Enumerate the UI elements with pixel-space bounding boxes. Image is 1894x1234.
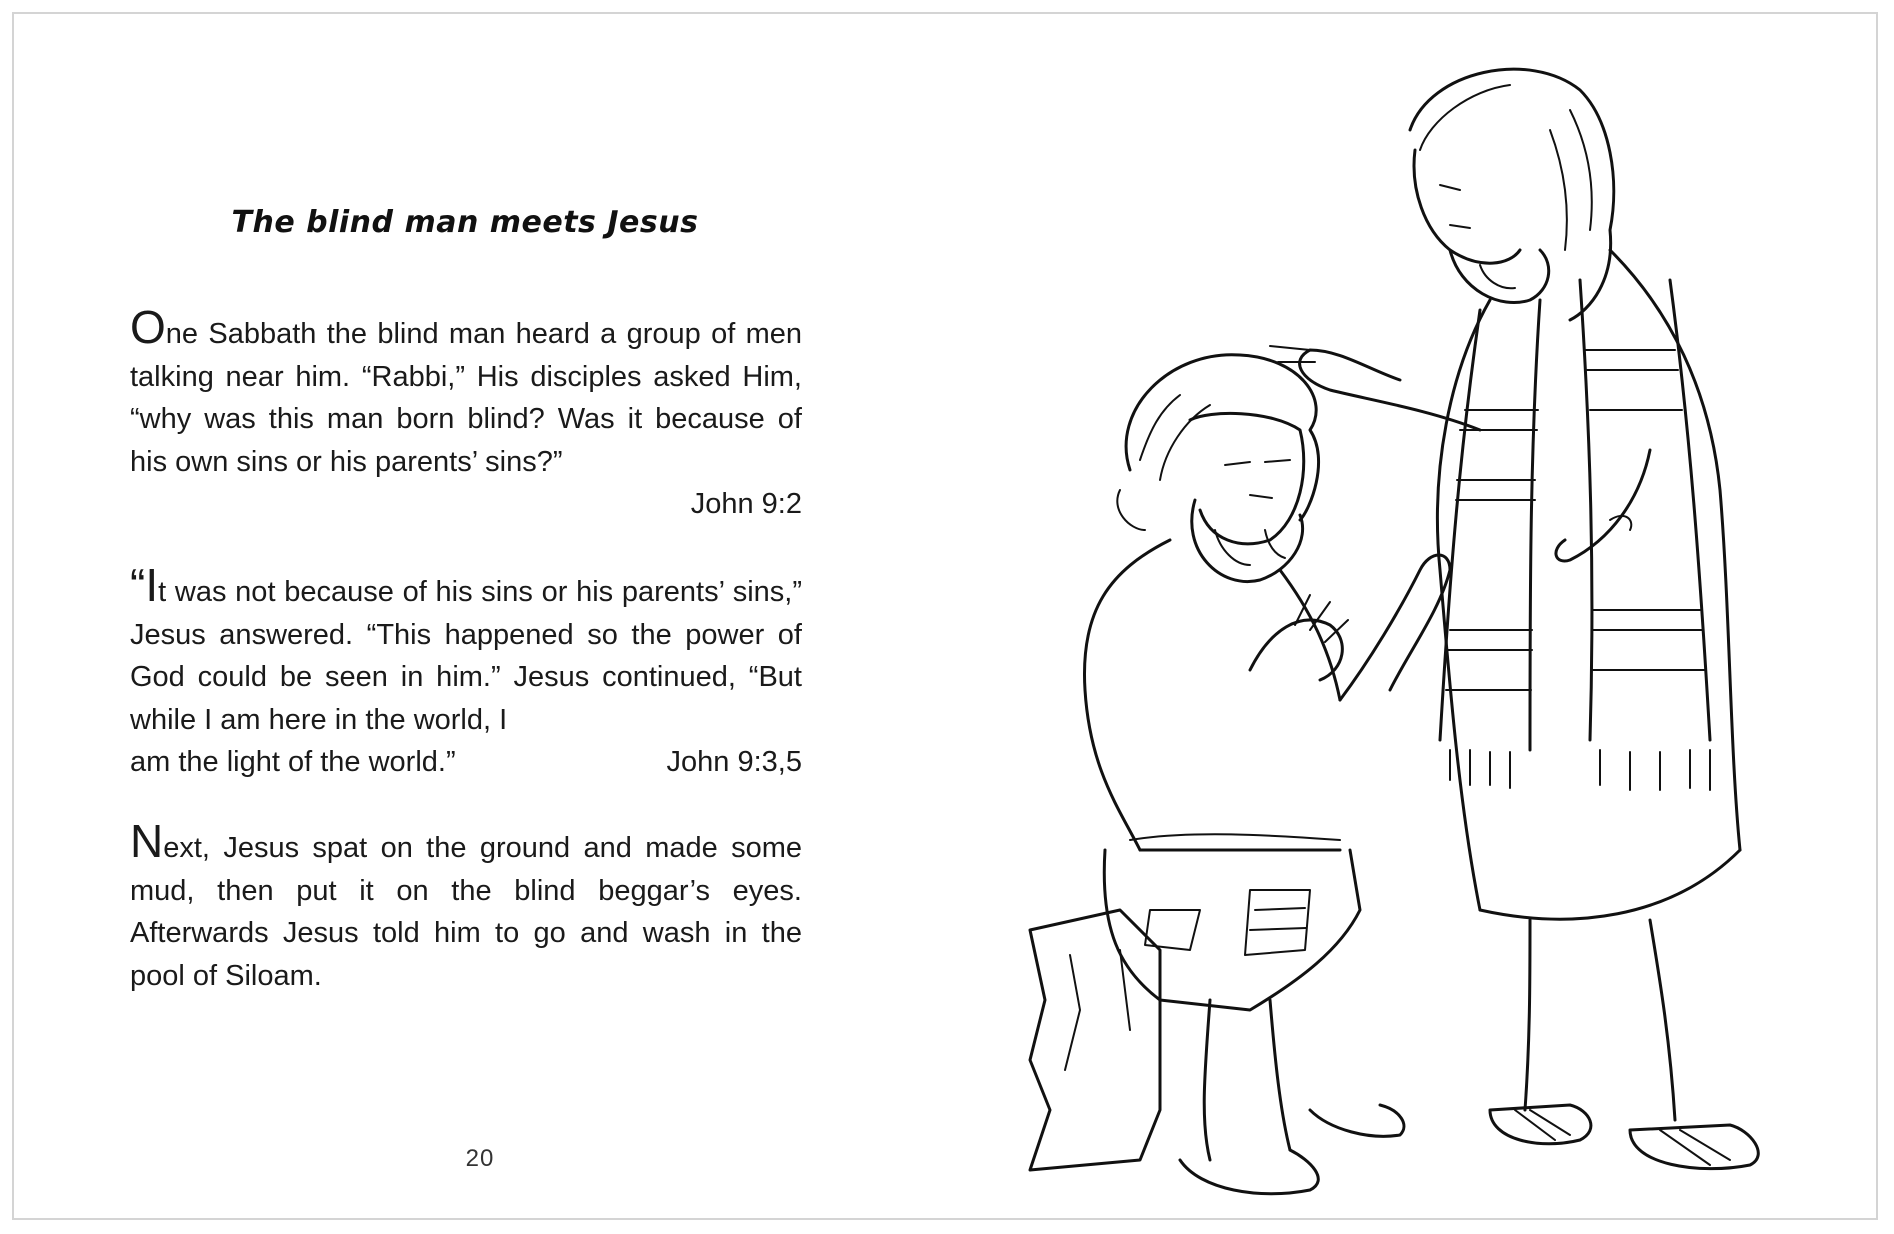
scripture-reference-2: John 9:3,5 xyxy=(666,746,802,779)
paragraph-2 xyxy=(130,559,802,784)
dropcap-3: N xyxy=(130,815,164,867)
jesus-drawing xyxy=(1270,69,1758,1168)
page-number: 20 xyxy=(465,1145,495,1172)
paragraph-3 xyxy=(130,815,802,997)
scripture-reference-1: John 9:2 xyxy=(690,488,802,521)
paragraph-2-text: t was not because of his sins or his parents’ sins,” Jesus answered. “This happened so the power of God could be seen in him.” Jesus continued, “But while I am here in the world, I xyxy=(130,576,802,736)
blind-man-drawing xyxy=(1084,355,1450,1194)
rock-drawing xyxy=(1030,910,1160,1170)
line-drawing-icon xyxy=(1010,50,1870,1220)
paragraph-1 xyxy=(130,301,802,526)
dropcap-1: O xyxy=(130,301,166,353)
dropcap-2: “I xyxy=(130,559,159,611)
paragraph-3-text: ext, Jesus spat on the ground and made some mud, then put it on the blind beggar’s eyes. Afterwards Jesus told him to go and wash in the pool of Siloam. xyxy=(130,832,802,992)
jesus-healing-blind-man-illustration xyxy=(1010,50,1870,1220)
paragraph-2-last-line xyxy=(130,741,802,784)
paragraph-2-closing: am the light of the world.” xyxy=(130,746,456,779)
paragraph-1-text: ne Sabbath the blind man heard a group of men talking near him. “Rabbi,” His disciples asked Him, “why was this man born blind? Was it because of his own sins or his parents’ sins?” xyxy=(130,318,802,478)
page-title: The blind man meets Jesus xyxy=(231,205,699,240)
